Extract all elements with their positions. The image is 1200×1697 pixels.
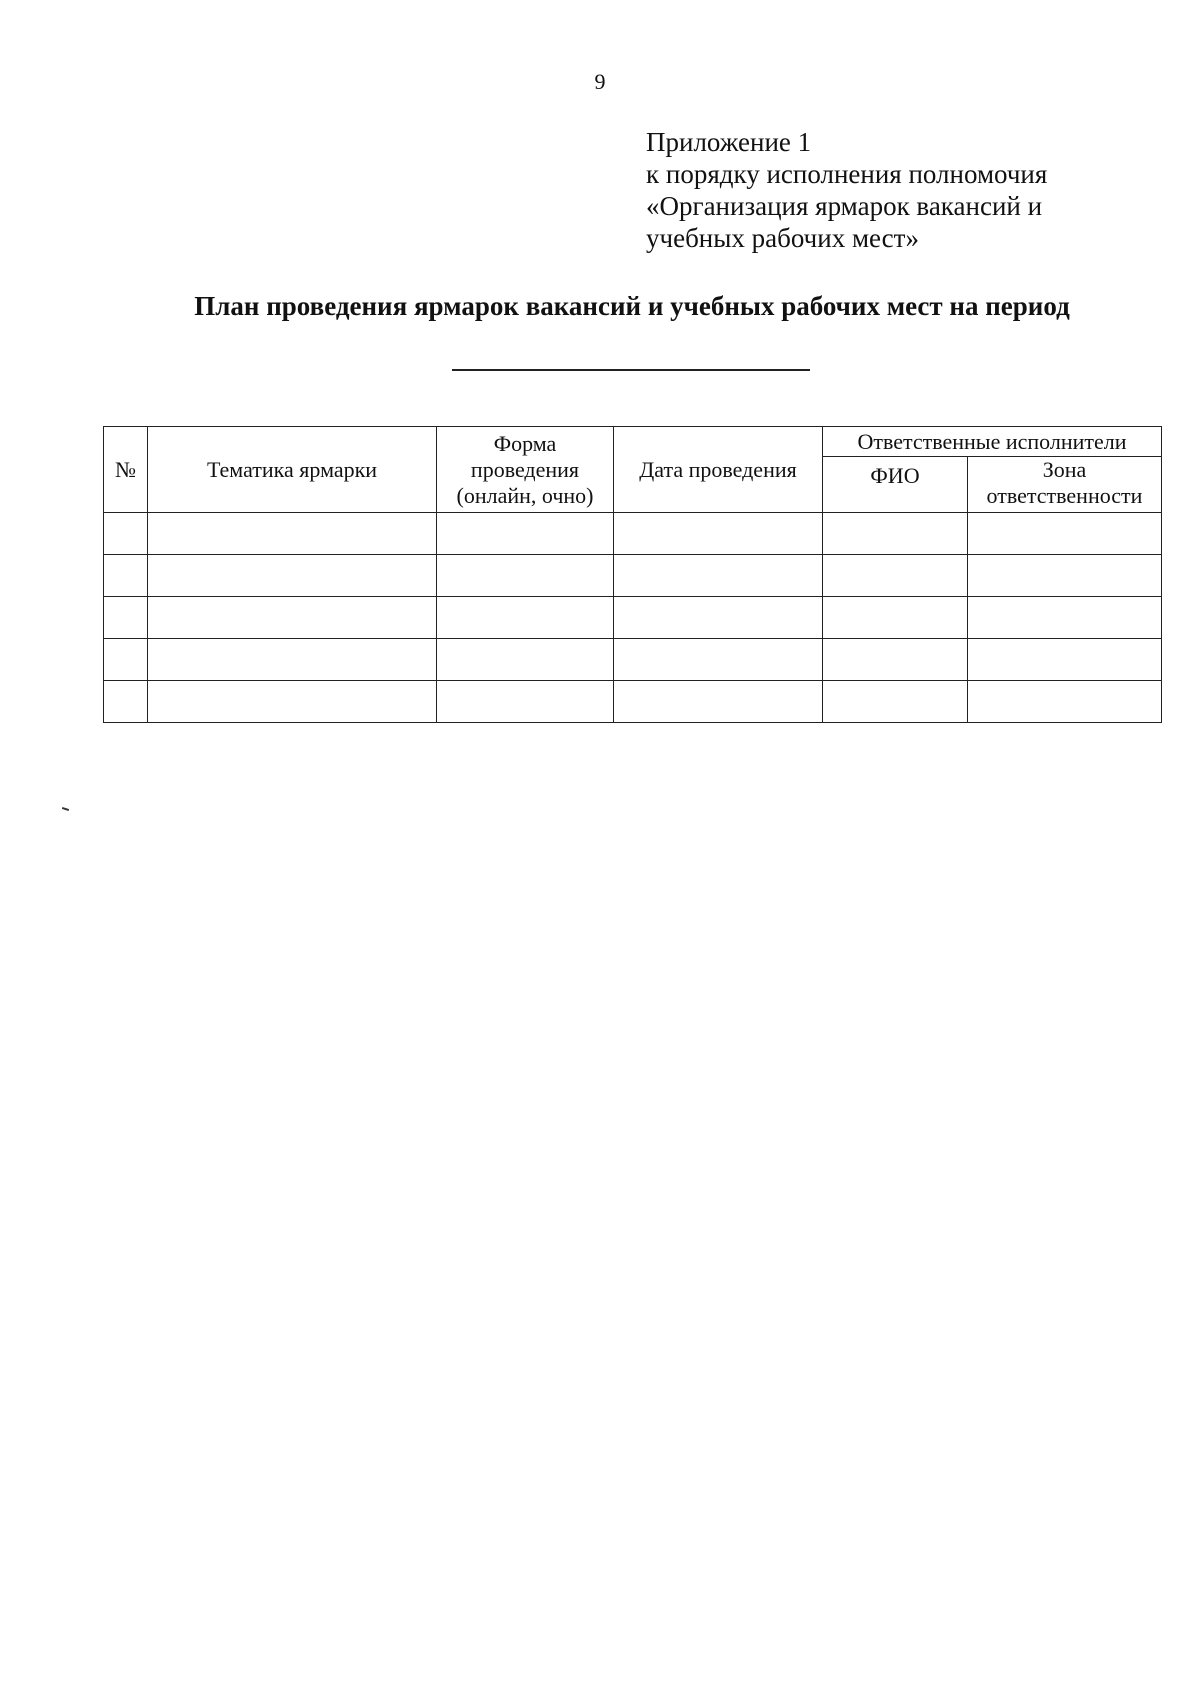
table-cell: [614, 681, 823, 723]
table-cell: [823, 639, 968, 681]
table-cell: [437, 681, 614, 723]
appendix-line: Приложение 1: [646, 127, 812, 157]
table-cell: [104, 681, 148, 723]
table-cell: [614, 513, 823, 555]
table-cell: [104, 513, 148, 555]
table-row: [104, 681, 1162, 723]
table-cell: [437, 555, 614, 597]
header-responsible: Ответственные исполнители: [823, 427, 1162, 457]
header-form-label: Форма проведения (онлайн, очно): [456, 430, 594, 508]
appendix-line: к порядку исполнения полномочия: [646, 159, 1048, 189]
table-cell: [823, 513, 968, 555]
table-row: [104, 555, 1162, 597]
table-body: [104, 513, 1162, 723]
table-cell: [148, 597, 437, 639]
header-fio-label: ФИО: [870, 463, 920, 488]
header-fio: [823, 457, 968, 513]
table-cell: [823, 597, 968, 639]
header-zone: [968, 457, 1162, 513]
appendix-block: [646, 126, 1166, 254]
table-cell: [437, 597, 614, 639]
table-cell: [614, 639, 823, 681]
header-number: №: [104, 427, 148, 513]
header-zone-label: Зона ответственности: [986, 457, 1143, 508]
header-form: [437, 427, 614, 513]
table-cell: [614, 597, 823, 639]
table-cell: [614, 555, 823, 597]
stray-mark: [62, 807, 69, 811]
page-number: 9: [594, 69, 606, 94]
table-cell: [104, 555, 148, 597]
table-header-row: [104, 427, 1162, 457]
table-cell: [823, 681, 968, 723]
table-cell: [968, 681, 1162, 723]
period-blank-line: [452, 369, 810, 371]
table-cell: [148, 681, 437, 723]
table-cell: [968, 513, 1162, 555]
header-topic: Тематика ярмарки: [148, 427, 437, 513]
table-cell: [104, 597, 148, 639]
appendix-line: «Организация ярмарок вакансий и: [646, 191, 1043, 221]
table-cell: [148, 513, 437, 555]
table-cell: [968, 639, 1162, 681]
header-date: Дата проведения: [614, 427, 823, 513]
table-cell: [968, 597, 1162, 639]
document-title: План проведения ярмарок вакансий и учебных рабочих мест на период: [194, 291, 1070, 321]
table-cell: [823, 555, 968, 597]
table-cell: [968, 555, 1162, 597]
table-cell: [437, 513, 614, 555]
table-cell: [148, 639, 437, 681]
plan-table: [103, 426, 1162, 723]
table-row: [104, 597, 1162, 639]
table-row: [104, 513, 1162, 555]
table-row: [104, 639, 1162, 681]
table-cell: [437, 639, 614, 681]
appendix-line: учебных рабочих мест»: [646, 223, 919, 253]
table-cell: [104, 639, 148, 681]
table-cell: [148, 555, 437, 597]
